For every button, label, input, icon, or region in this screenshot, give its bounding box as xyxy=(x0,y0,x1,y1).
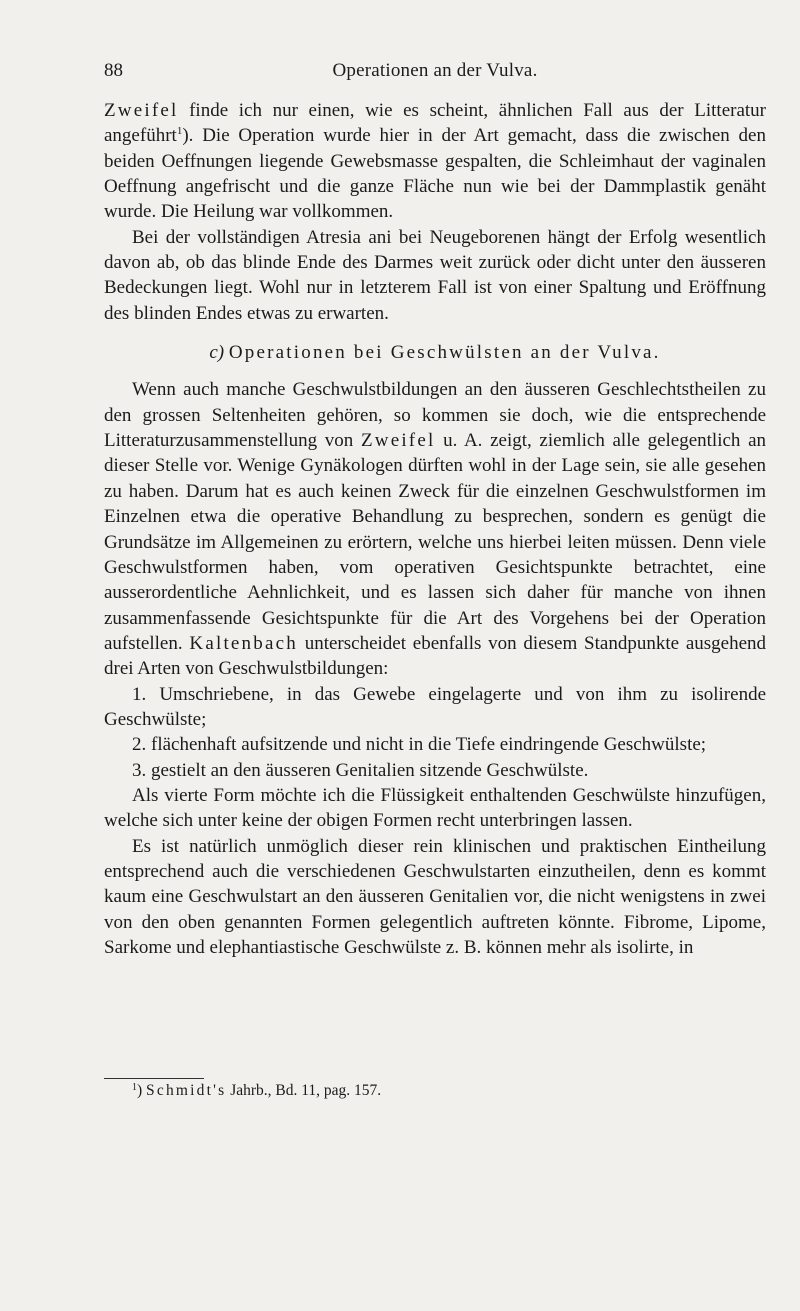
section-heading xyxy=(104,340,766,365)
list-item: 1. Umschriebene, in das Gewebe eingelagerte und von ihm zu isolirende Geschwülste; xyxy=(104,683,766,730)
section-title: Operationen bei Geschwülsten an der Vulva. xyxy=(228,342,661,364)
paragraph-zweifel-case: Zweifel finde ich nur einen, wie es scheint, ähnlichen Fall aus der Litteratur angeführt$^1$). Die Operation wurde hier in der Art gemacht, dass die zwischen den beiden Oeffnungen liegende Gewebsmasse gespalten, die Schleimhaut der vaginalen Oeffnung angefrischt und die ganze Fläche nun wie bei der Dammplastik genäht wurde. Die Heilung war vollkommen. xyxy=(104,100,766,223)
page-header xyxy=(104,60,766,86)
author-name: Zweifel xyxy=(360,430,436,452)
running-title: Operationen an der Vulva. xyxy=(332,60,538,81)
footnote-marker: 1 xyxy=(132,1082,137,1093)
page-number: 88 xyxy=(104,60,123,81)
footnote-divider xyxy=(104,1078,204,1079)
list-item: 3. gestielt an den äusseren Genitalien sitzende Geschwülste. xyxy=(132,759,589,781)
footnote-reference: 1 xyxy=(176,125,183,138)
footnote-citation: Jahrb., Bd. 11, pag. 157. xyxy=(226,1082,382,1099)
body-text xyxy=(104,98,766,960)
author-name: Zweifel xyxy=(104,100,179,121)
footnote: $^1$) Schmidt's Jahrb., Bd. 11, pag. 157. xyxy=(132,1082,382,1099)
footnote-author: Schmidt's xyxy=(146,1082,227,1099)
paragraph-classification: Es ist natürlich unmöglich dieser rein klinischen und praktischen Eintheilung entsprechend auch die verschiedenen Geschwulstarten einzutheilen, denn es kommt kaum eine Geschwulstart an den äusseren Genitalien vor, die nicht wenigstens in zwei von den oben genannten Formen gelegentlich auftreten könnte. Fibrome, Lipome, Sarkome und elephantiastische Geschwülste z. B. können mehr als isolirte, in xyxy=(104,835,766,958)
list-item: 2. flächenhaft aufsitzende und nicht in die Tiefe eindringende Geschwülste; xyxy=(132,734,707,756)
paragraph-atresia-ani: Bei der vollständigen Atresia ani bei Neugeborenen hängt der Erfolg wesentlich davon ab, ob das blinde Ende des Darmes weit zurück oder dicht unter den äusseren Bedeckungen liegt. Wohl nur in letzterem Fall ist von einer Spaltung und Eröffnung des blinden Endes etwas zu erwarten. xyxy=(104,226,766,324)
paragraph-fourth-form: Als vierte Form möchte ich die Flüssigkeit enthaltenden Geschwülste hinzufügen, welche sich unter keine der obigen Formen recht unterbringen lassen. xyxy=(104,784,766,832)
paragraph-tumours-intro: Wenn auch manche Geschwulstbildungen an den äusseren Geschlechtstheilen zu den grossen Seltenheiten gehören, so kommen sie doch, wie die entsprechende Litteraturzusammenstellung von Zweifel u. A. zeigt, ziemlich alle gelegentlich an dieser Stelle vor. Wenige Gynäkologen dürften wohl in der Lage sein, sie alle gesehen zu haben. Darum hat es auch keinen Zweck für die einzelnen Geschwulstformen im Einzelnen etwa die operative Behandlung zu besprechen, sondern es genügt die Grundsätze im Allgemeinen zu erörtern, welche uns hierbei leiten müssen. Denn viele Geschwulstformen haben, vom operativen Gesichtspunkte betrachtet, eine ausserordentliche Aehnlichkeit, und es lassen sich daher für manche von ihnen zusammenfassende Gesichtspunkte für die Art des Vorgehens bei der Operation aufstellen. Kaltenbach unterscheidet ebenfalls von diesem Standpunkte ausgehend drei Arten von Geschwulstbildungen: xyxy=(104,379,767,680)
section-marker: c) xyxy=(209,342,225,364)
author-name: Kaltenbach xyxy=(189,632,298,654)
